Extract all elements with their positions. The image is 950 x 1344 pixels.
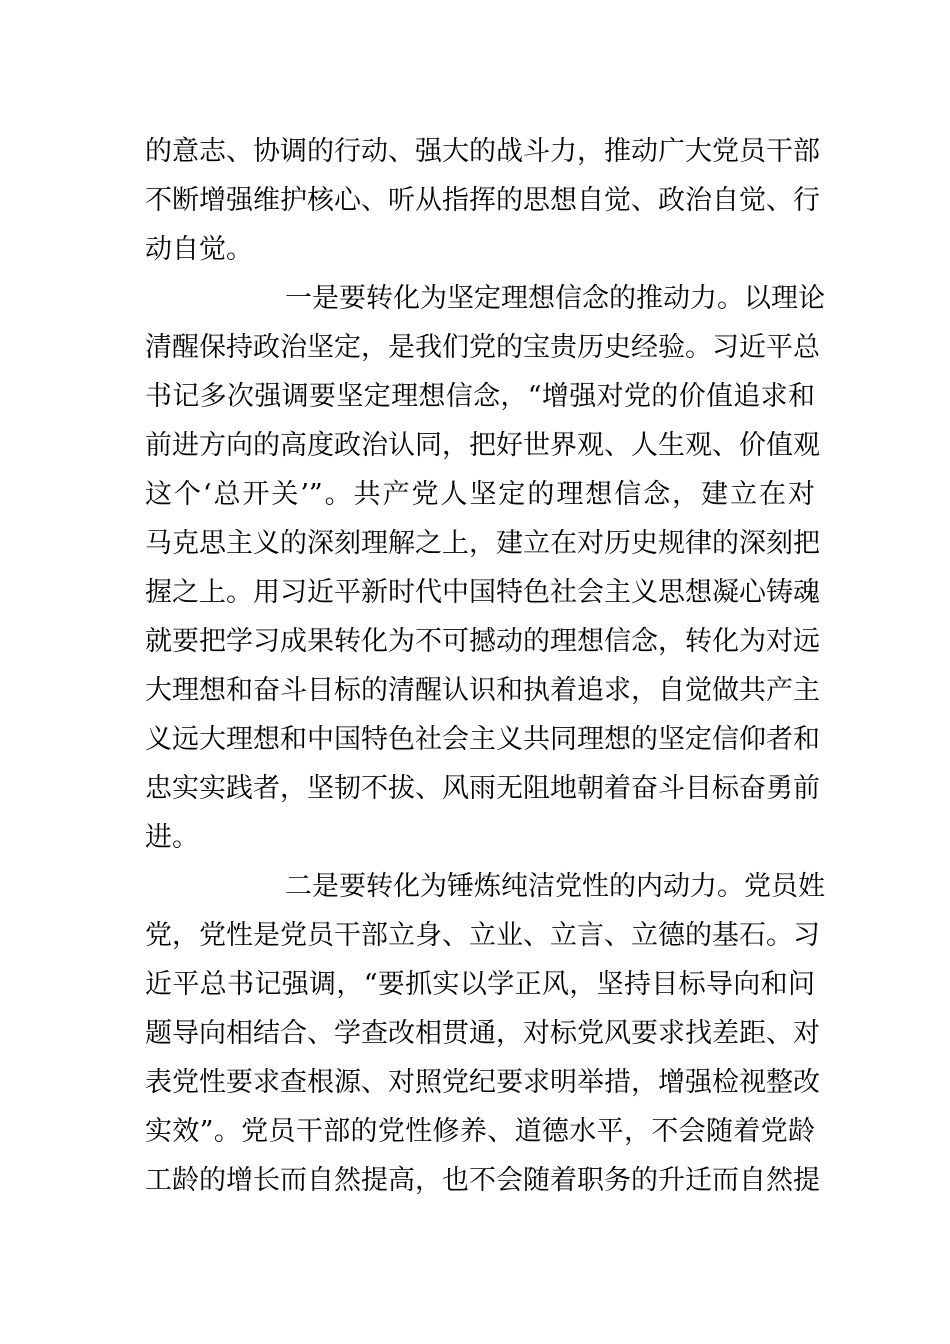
text-line: 动自觉。	[145, 234, 253, 265]
text-line: 党，党性是党员干部立身、立业、立言、立德的基石。习	[145, 920, 820, 951]
text-line: 的意志、协调的行动、强大的战斗力，推动广大党员干部	[145, 136, 820, 167]
text-line: 马克思主义的深刻理解之上，建立在对历史规律的深刻把	[145, 528, 820, 559]
text-line: 大理想和奋斗目标的清醒认识和执着追求，自觉做共产主	[145, 675, 820, 706]
paragraph-heading-line: 二是要转化为锤炼纯洁党性的内动力。党员姓	[285, 871, 825, 902]
text-line: 近平总书记强调，“要抓实以学正风，坚持目标导向和问	[145, 969, 815, 1000]
text-line: 义远大理想和中国特色社会主义共同理想的坚定信仰者和	[145, 724, 820, 755]
paragraph-heading-line: 一是要转化为坚定理想信念的推动力。以理论	[285, 283, 825, 314]
text-line: 进。	[145, 822, 199, 853]
text-line: 忠实实践者，坚韧不拔、风雨无阻地朝着奋斗目标奋勇前	[145, 773, 820, 804]
text-line: 清醒保持政治坚定，是我们党的宝贵历史经验。习近平总	[145, 332, 820, 363]
text-line: 题导向相结合、学查改相贯通，对标党风要求找差距、对	[145, 1018, 820, 1049]
text-line: 就要把学习成果转化为不可撼动的理想信念，转化为对远	[145, 626, 820, 657]
text-line: 表党性要求查根源、对照党纪要求明举措，增强检视整改	[145, 1067, 820, 1098]
text-line: 不断增强维护核心、听从指挥的思想自觉、政治自觉、行	[145, 185, 820, 216]
text-line: 书记多次强调要坚定理想信念，“增强对党的价值追求和	[145, 381, 815, 412]
text-line: 实效”。党员干部的党性修养、道德水平，不会随着党龄	[145, 1116, 815, 1147]
text-line: 工龄的增长而自然提高，也不会随着职务的升迁而自然提	[145, 1165, 820, 1196]
text-line: 握之上。用习近平新时代中国特色社会主义思想凝心铸魂	[145, 577, 820, 608]
text-line: 前进方向的高度政治认同，把好世界观、人生观、价值观	[145, 430, 820, 461]
text-line: 这个‘总开关’”。共产党人坚定的理想信念，建立在对	[145, 479, 815, 510]
